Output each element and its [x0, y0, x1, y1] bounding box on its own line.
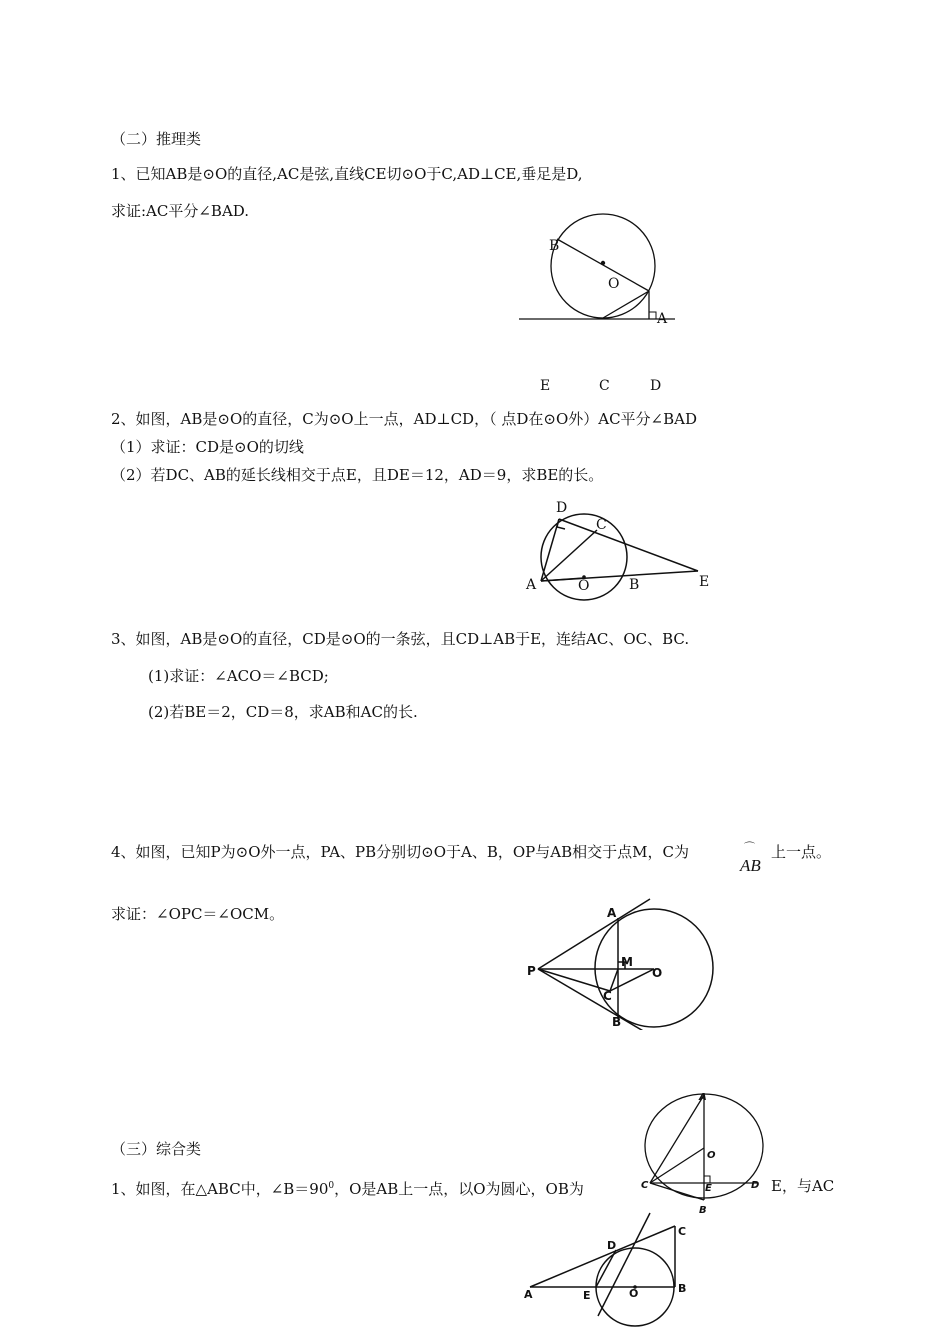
q4-prove: 求证：∠OPC＝∠OCM。 — [111, 905, 285, 923]
s3-bottom-label-c: C — [678, 1225, 687, 1238]
s3-top-label-e: E — [705, 1183, 712, 1194]
s3-top-line-cb — [650, 1183, 704, 1200]
q2-label-c: C — [596, 517, 607, 533]
s3-bottom-label-b: B — [678, 1282, 687, 1295]
s3-top-line-ca — [650, 1095, 704, 1183]
s3-top-label-b: B — [699, 1205, 707, 1216]
s3-bottom-label-o: O — [629, 1287, 639, 1300]
q1-label-o: O — [608, 276, 620, 292]
s3-top-line-co — [650, 1148, 704, 1183]
q4-label-a: A — [607, 906, 617, 920]
q4-label-b: B — [612, 1015, 622, 1029]
q2-line-ad — [541, 519, 559, 581]
q3-statement: 3、如图，AB是⊙O的直径，CD是⊙O的一条弦，且CD⊥AB于E，连结AC、OC、BC. — [111, 630, 690, 648]
q1-circle — [551, 214, 655, 318]
s3-bottom-line-de — [598, 1213, 650, 1316]
s3-top-label-o: O — [707, 1150, 716, 1161]
q2-label-e: E — [699, 574, 710, 590]
s3-bottom-hyp-ac — [530, 1226, 675, 1287]
s3-q1-statement-part2: E，与AC — [771, 1177, 835, 1195]
q1-chord-ac — [603, 291, 649, 318]
s3-q1-statement-part1: 1、如图，在△ABC中，$\angle B=90^0$，O是AB上一点，以O为圆心，OB为 — [111, 1180, 584, 1198]
q4-label-m: M — [621, 955, 633, 969]
section-heading-comprehensive: （三）综合类 — [111, 1140, 202, 1158]
q1-label-e: E — [540, 378, 551, 394]
q2-part1: （1）求证：CD是⊙O的切线 — [111, 438, 304, 456]
q4-label-o: O — [652, 966, 663, 980]
q1-statement: 1、已知AB是⊙O的直径,AC是弦,直线CE切⊙O于C,AD⊥CE,垂足是D, — [111, 165, 583, 183]
q1-label-a: A — [657, 311, 668, 327]
q1-center-dot — [601, 261, 605, 265]
q2-label-o: O — [578, 578, 590, 594]
q4-arc-ab: AB — [740, 856, 761, 875]
q3-part1: (1)求证：∠ACO＝∠BCD; — [148, 667, 329, 685]
q1-label-b: B — [549, 238, 560, 254]
q4-label-c: C — [603, 989, 612, 1003]
section-heading-reasoning: （二）推理类 — [111, 130, 202, 148]
q2-part2: （2）若DC、AB的延长线相交于点E，且DE＝12，AD＝9，求BE的长。 — [111, 466, 604, 484]
q2-statement: 2、如图，AB是⊙O的直径，C为⊙O上一点，AD⊥CD，（ 点D在⊙O外）AC平分∠BAD — [111, 410, 697, 428]
s3-bottom-label-d: D — [607, 1239, 617, 1252]
s3-bottom-label-e: E — [583, 1289, 591, 1302]
q2-label-a: A — [526, 577, 537, 593]
q4-tangent-pa — [538, 899, 650, 969]
s3-top-label-d: D — [751, 1180, 760, 1191]
q4-statement-end: 上一点。 — [771, 843, 832, 861]
q2-label-b: B — [629, 577, 640, 593]
arc-symbol: ⌒ — [744, 841, 755, 854]
q1-label-c: C — [599, 378, 610, 394]
s3-bottom-label-a: A — [524, 1288, 533, 1301]
q2-line-ac — [541, 530, 597, 581]
s3-top-label-c: C — [641, 1180, 649, 1191]
q4-label-p: P — [527, 964, 536, 978]
s3-bottom-figure — [520, 1208, 700, 1328]
s3-top-label-a: A — [699, 1092, 707, 1103]
q1-right-angle-mark — [649, 312, 656, 319]
q4-figure — [520, 895, 720, 1030]
degree-superscript: 0 — [328, 1181, 335, 1191]
q4-statement: 4、如图，已知P为⊙O外一点，PA、PB分别切⊙O于A、B，OP与AB相交于点M，C为 — [111, 843, 689, 861]
q1-prove: 求证:AC平分∠BAD. — [111, 202, 250, 220]
q3-part2: (2)若BE＝2，CD＝8，求AB和AC的长. — [148, 703, 418, 721]
q2-figure — [515, 498, 715, 602]
q2-label-d: D — [556, 500, 568, 516]
q4-line-pc — [538, 969, 610, 991]
q1-label-d: D — [650, 378, 662, 394]
